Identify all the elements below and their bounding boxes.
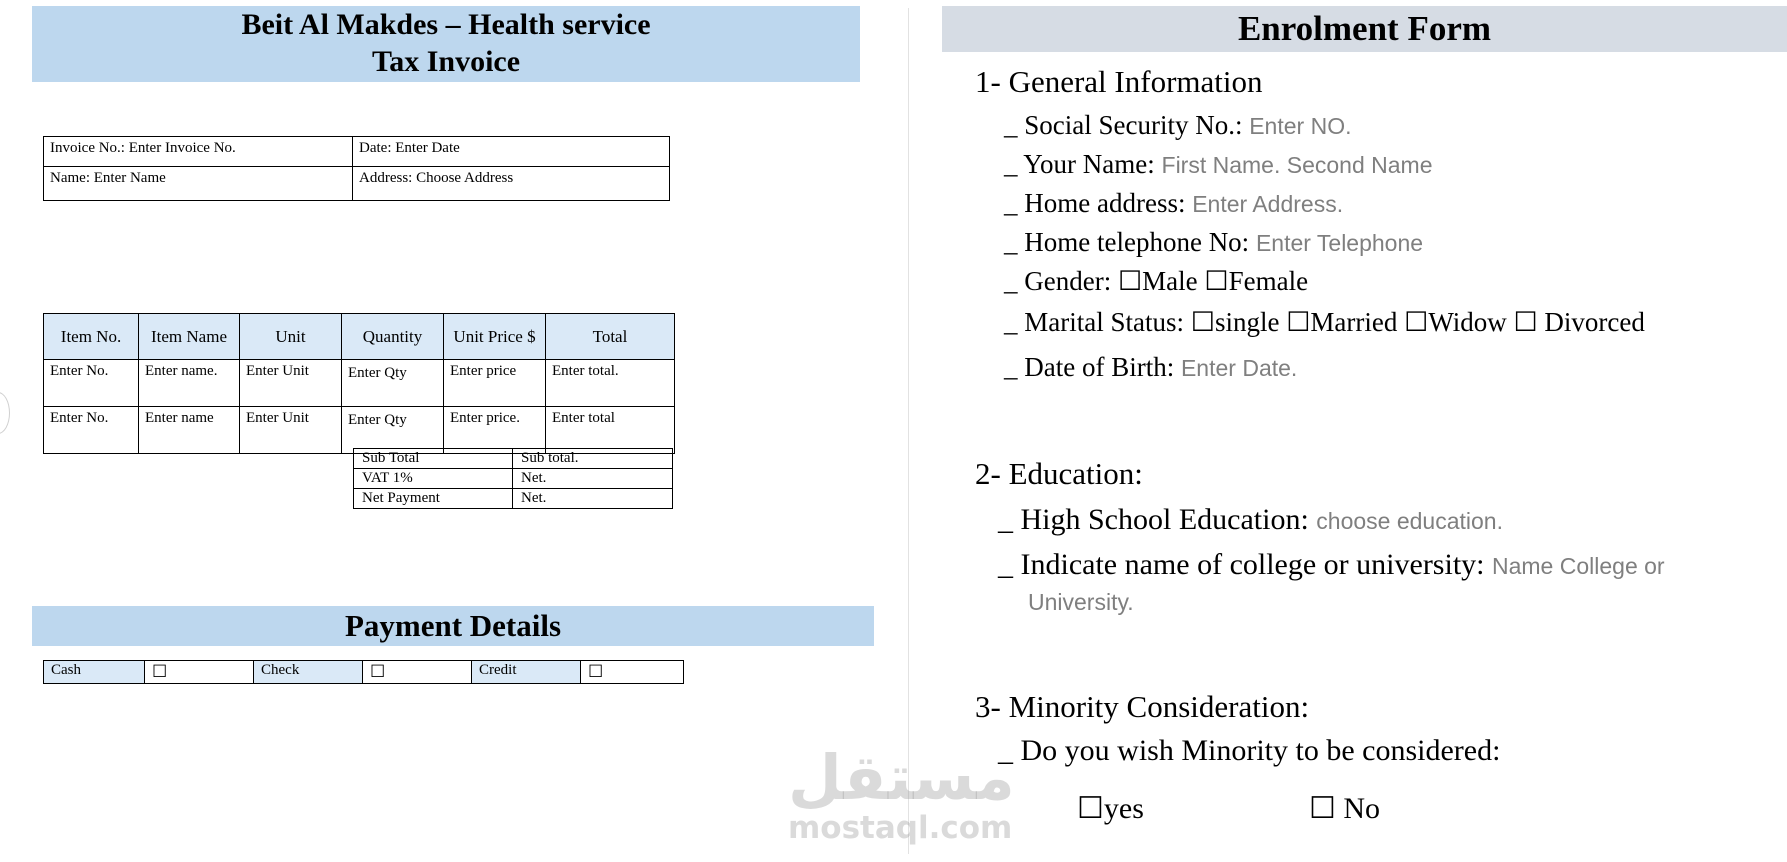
item-name-cell[interactable]: Enter name.	[139, 360, 240, 407]
net-payment-value[interactable]: Net.	[513, 489, 673, 509]
name-field[interactable]: Name: Enter Name	[44, 167, 353, 201]
high-school-select[interactable]: choose education.	[1316, 508, 1503, 534]
cash-label: Cash	[44, 661, 145, 684]
home-address-input[interactable]: Enter Address.	[1192, 191, 1344, 217]
marital-status-row	[1004, 307, 1645, 338]
section-minority-heading: 3- Minority Consideration:	[975, 689, 1310, 724]
high-school-label: _ High School Education:	[998, 503, 1317, 536]
unit-price-cell[interactable]: Enter price.	[444, 407, 546, 454]
watermark-arabic: مستقل	[788, 741, 1015, 814]
ssn-input[interactable]: Enter NO.	[1249, 113, 1352, 139]
table-row	[44, 167, 670, 201]
checkbox-icon[interactable]: ☐	[152, 662, 168, 681]
col-header-quantity: Quantity	[342, 314, 444, 360]
table-header-row	[44, 314, 675, 360]
item-no-cell[interactable]: Enter No.	[44, 407, 139, 454]
unit-cell[interactable]: Enter Unit	[240, 407, 342, 454]
col-header-item-name: Item Name	[139, 314, 240, 360]
gender-row	[1004, 266, 1308, 297]
marital-single-checkbox[interactable]: ☐single	[1190, 307, 1280, 337]
table-row	[44, 407, 675, 454]
credit-checkbox[interactable]	[581, 661, 684, 684]
watermark	[788, 741, 1015, 846]
credit-label: Credit	[472, 661, 581, 684]
marital-widow-checkbox[interactable]: ☐Widow	[1404, 307, 1507, 337]
enrolment-title: Enrolment Form	[942, 6, 1787, 52]
col-header-item-no: Item No.	[44, 314, 139, 360]
dob-row	[1004, 352, 1297, 383]
total-cell[interactable]: Enter total.	[546, 360, 675, 407]
item-name-cell[interactable]: Enter name	[139, 407, 240, 454]
check-checkbox[interactable]	[363, 661, 472, 684]
scroll-handle[interactable]	[0, 392, 10, 434]
checkbox-icon[interactable]: ☐	[588, 662, 604, 681]
payment-methods-table	[43, 660, 684, 684]
table-row	[44, 360, 675, 407]
quantity-cell[interactable]: Enter Qty	[342, 407, 444, 454]
payment-details-title: Payment Details	[32, 606, 874, 646]
marital-married-checkbox[interactable]: ☐Married	[1286, 307, 1398, 337]
gender-female-checkbox[interactable]: ☐Female	[1204, 266, 1309, 296]
college-row	[998, 548, 1665, 582]
your-name-input[interactable]: First Name. Second Name	[1161, 152, 1433, 178]
invoice-title-bar	[32, 6, 860, 82]
unit-cell[interactable]: Enter Unit	[240, 360, 342, 407]
marital-status-label: _ Marital Status:	[1004, 307, 1191, 337]
table-row	[44, 137, 670, 167]
date-field[interactable]: Date: Enter Date	[353, 137, 670, 167]
invoice-no-field[interactable]: Invoice No.: Enter Invoice No.	[44, 137, 353, 167]
total-cell[interactable]: Enter total	[546, 407, 675, 454]
cash-checkbox[interactable]	[145, 661, 254, 684]
name-row	[1004, 149, 1433, 180]
vat-label: VAT 1%	[354, 469, 513, 489]
quantity-cell[interactable]: Enter Qty	[342, 360, 444, 407]
college-input[interactable]: Name College or	[1492, 553, 1665, 579]
subtotal-label: Sub Total	[354, 449, 513, 469]
minority-question: _ Do you wish Minority to be considered:	[998, 734, 1501, 767]
invoice-company-title: Beit Al Makdes – Health service	[241, 8, 651, 41]
vat-value[interactable]: Net.	[513, 469, 673, 489]
ssn-label: _ Social Security No.:	[1004, 110, 1250, 140]
col-header-total: Total	[546, 314, 675, 360]
minority-yes-checkbox[interactable]: ☐yes	[1077, 792, 1144, 825]
table-row	[354, 489, 673, 509]
item-no-cell[interactable]: Enter No.	[44, 360, 139, 407]
dob-input[interactable]: Enter Date.	[1180, 355, 1298, 381]
telephone-input[interactable]: Enter Telephone	[1255, 230, 1424, 256]
col-header-unit: Unit	[240, 314, 342, 360]
home-address-row	[1004, 188, 1343, 219]
unit-price-cell[interactable]: Enter price	[444, 360, 546, 407]
page-divider	[908, 8, 909, 854]
college-label: _ Indicate name of college or university:	[998, 548, 1492, 581]
table-row	[354, 449, 673, 469]
net-payment-label: Net Payment	[354, 489, 513, 509]
col-header-unit-price: Unit Price $	[444, 314, 546, 360]
address-field[interactable]: Address: Choose Address	[353, 167, 670, 201]
home-address-label: _ Home address:	[1004, 188, 1193, 218]
telephone-label: _ Home telephone No:	[1004, 227, 1256, 257]
section-education-heading: 2- Education:	[975, 456, 1143, 491]
table-row	[44, 661, 684, 684]
telephone-row	[1004, 227, 1423, 258]
marital-divorced-checkbox[interactable]: ☐ Divorced	[1513, 307, 1645, 337]
watermark-latin: mostaql.com	[788, 810, 1013, 846]
items-table	[43, 313, 675, 454]
section-general-heading: 1- General Information	[975, 64, 1263, 99]
checkbox-icon[interactable]: ☐	[370, 662, 386, 681]
check-label: Check	[254, 661, 363, 684]
gender-male-checkbox[interactable]: ☐Male	[1117, 266, 1198, 296]
your-name-label: _ Your Name:	[1004, 149, 1162, 179]
invoice-info-table	[43, 136, 670, 201]
invoice-doc-title: Tax Invoice	[371, 45, 521, 78]
minority-no-checkbox[interactable]: ☐ No	[1309, 792, 1381, 825]
dob-label: _ Date of Birth:	[1004, 352, 1181, 382]
ssn-row	[1004, 110, 1351, 141]
totals-table	[353, 448, 673, 509]
table-row	[354, 469, 673, 489]
college-input-continued[interactable]: University.	[1028, 589, 1134, 615]
gender-label: _ Gender:	[1004, 266, 1118, 296]
subtotal-value[interactable]: Sub total.	[513, 449, 673, 469]
high-school-row	[998, 503, 1503, 537]
